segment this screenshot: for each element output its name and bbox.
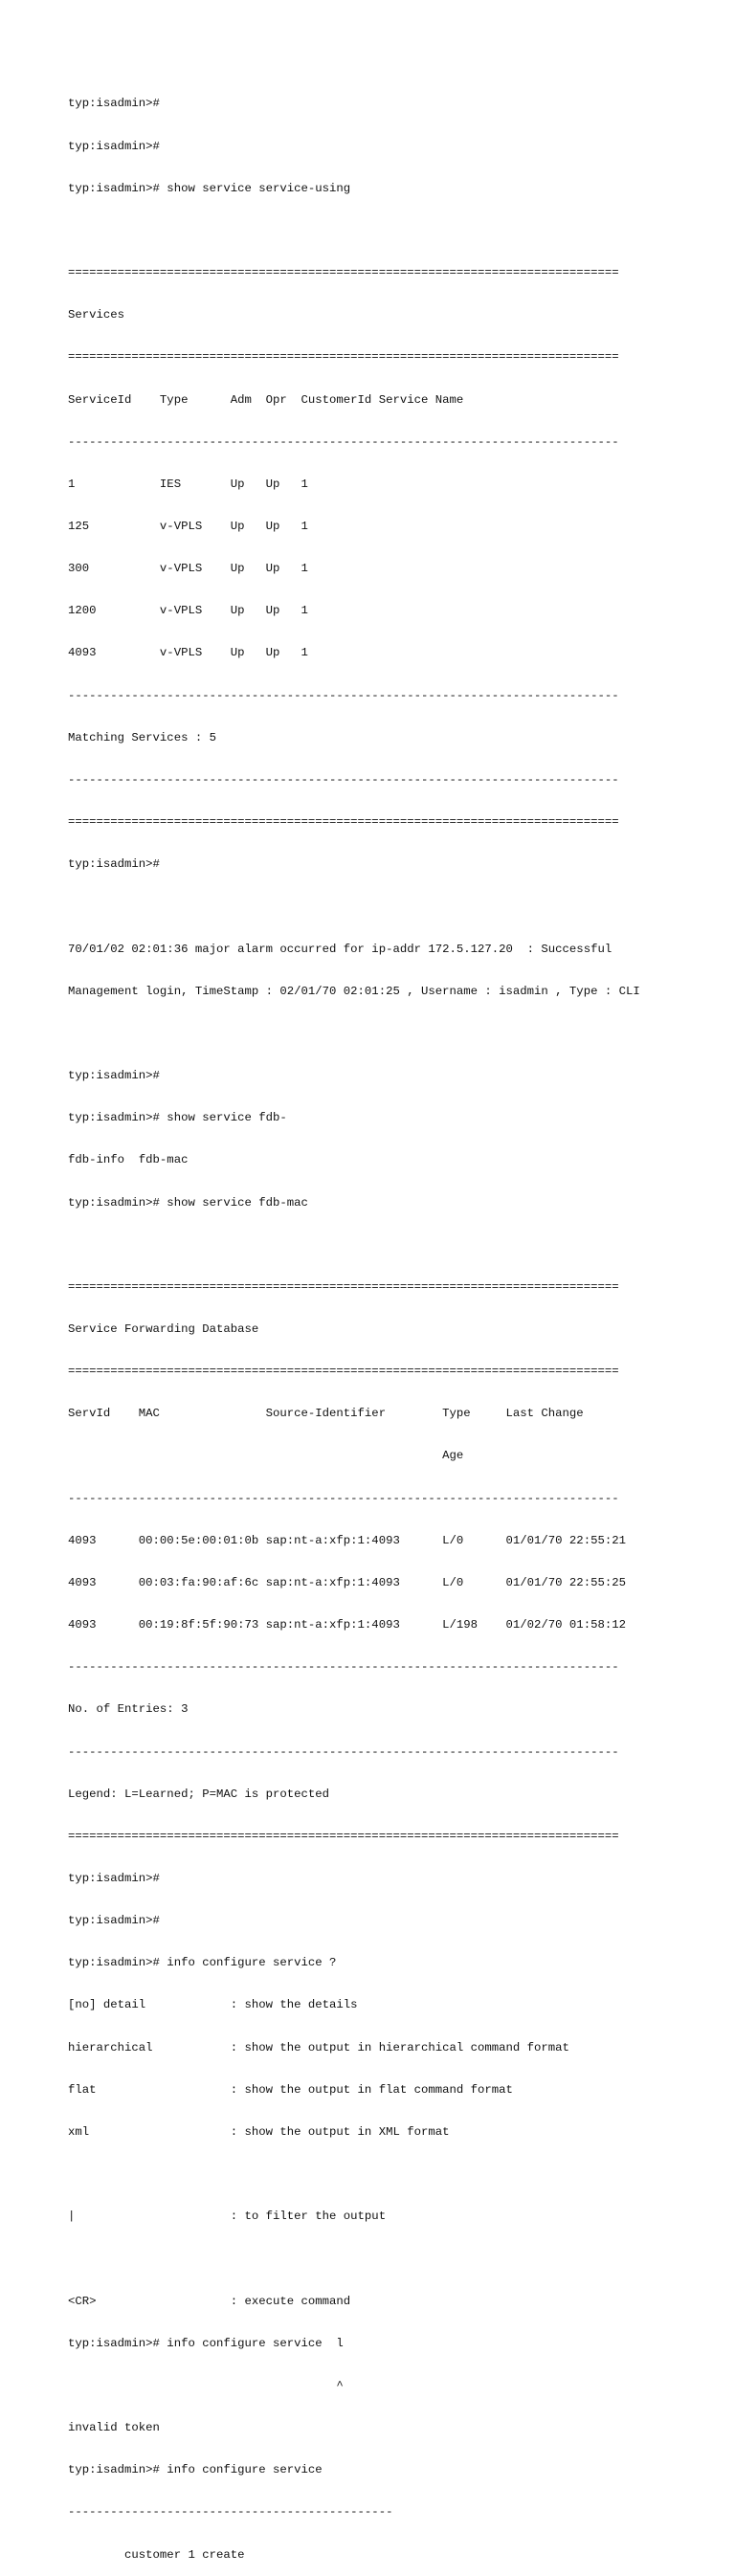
separator-line: ==============================================================================: [68, 266, 619, 280]
alarm-line: 70/01/02 02:01:36 major alarm occurred for ip-addr 172.5.127.20 : Successful: [68, 942, 612, 956]
separator-line: ------------------------------------------------------------------------------: [68, 688, 619, 702]
blank-line: [68, 1027, 640, 1041]
prompt-line: typ:isadmin>#: [68, 1872, 160, 1885]
separator-line: ------------------------------------------------------------------------------: [68, 772, 619, 787]
blank-line: [68, 2167, 640, 2182]
separator-line: ------------------------------------------------------------------------------: [68, 434, 619, 449]
section-title: Service Forwarding Database: [68, 1321, 259, 1336]
blank-line: [68, 899, 640, 914]
separator-line: ------------------------------------------------------------------------------: [68, 1660, 619, 1675]
separator-line: ==============================================================================: [68, 350, 619, 365]
table-row: 300 v-VPLS Up Up 1: [68, 562, 308, 576]
config-line: customer 1 create: [68, 2547, 245, 2562]
command-line: typ:isadmin># show service fdb-: [68, 1111, 287, 1125]
separator-line: ==============================================================================: [68, 1279, 619, 1294]
table-row: 4093 00:00:5e:00:01:0b sap:nt-a:xfp:1:4093 L/0 01/01/70 22:55:21: [68, 1533, 626, 1547]
help-line: hierarchical : show the output in hierarchical command format: [68, 2040, 569, 2054]
table-row: 1 IES Up Up 1: [68, 477, 308, 491]
command-line: typ:isadmin># show service service-using: [68, 181, 351, 195]
command-line: typ:isadmin># show service fdb-mac: [68, 1195, 308, 1210]
summary-line: Matching Services : 5: [68, 730, 216, 744]
completion-line: fdb-info fdb-mac: [68, 1153, 189, 1167]
table-row: 125 v-VPLS Up Up 1: [68, 520, 308, 533]
separator-line: ----------------------------------------------: [68, 2505, 393, 2520]
prompt-line: typ:isadmin>#: [68, 97, 160, 111]
separator-line: ==============================================================================: [68, 815, 619, 830]
table-row: 1200 v-VPLS Up Up 1: [68, 604, 308, 618]
blank-line: [68, 2252, 640, 2266]
help-line: | : to filter the output: [68, 2210, 387, 2224]
table-row: 4093 00:03:fa:90:af:6c sap:nt-a:xfp:1:4093 L/0 01/01/70 22:55:25: [68, 1575, 626, 1589]
separator-line: ==============================================================================: [68, 1365, 619, 1379]
prompt-line: typ:isadmin>#: [68, 857, 160, 872]
summary-line: No. of Entries: 3: [68, 1702, 189, 1717]
help-line: flat : show the output in flat command format: [68, 2082, 513, 2097]
help-line: <CR> : execute command: [68, 2294, 351, 2308]
error-caret-line: ^: [68, 2378, 344, 2392]
prompt-line: typ:isadmin>#: [68, 1914, 160, 1928]
blank-line: [68, 1238, 640, 1253]
section-title: Services: [68, 308, 125, 322]
terminal-output: [68, 69, 640, 2576]
help-line: xml : show the output in XML format: [68, 2124, 450, 2139]
help-line: [no] detail : show the details: [68, 1998, 358, 2012]
error-line: invalid token: [68, 2421, 160, 2435]
table-row: 4093 v-VPLS Up Up 1: [68, 646, 308, 660]
command-line: typ:isadmin># info configure service ?: [68, 1956, 337, 1970]
legend-line: Legend: L=Learned; P=MAC is protected: [68, 1787, 330, 1801]
alarm-line: Management login, TimeStamp : 02/01/70 02:01:25 , Username : isadmin , Type : CLI: [68, 984, 640, 998]
command-line: typ:isadmin># info configure service: [68, 2463, 323, 2477]
table-header: Age: [68, 1449, 464, 1463]
blank-line: [68, 224, 640, 238]
prompt-line: typ:isadmin>#: [68, 1069, 160, 1083]
prompt-line: typ:isadmin>#: [68, 139, 160, 153]
table-header: ServiceId Type Adm Opr CustomerId Service Name: [68, 392, 464, 407]
separator-line: ==============================================================================: [68, 1829, 619, 1843]
table-header: ServId MAC Source-Identifier Type Last Change: [68, 1407, 584, 1421]
separator-line: ------------------------------------------------------------------------------: [68, 1491, 619, 1505]
separator-line: ------------------------------------------------------------------------------: [68, 1744, 619, 1759]
table-row: 4093 00:19:8f:5f:90:73 sap:nt-a:xfp:1:4093 L/198 01/02/70 01:58:12: [68, 1618, 626, 1632]
command-line: typ:isadmin># info configure service l: [68, 2336, 344, 2350]
